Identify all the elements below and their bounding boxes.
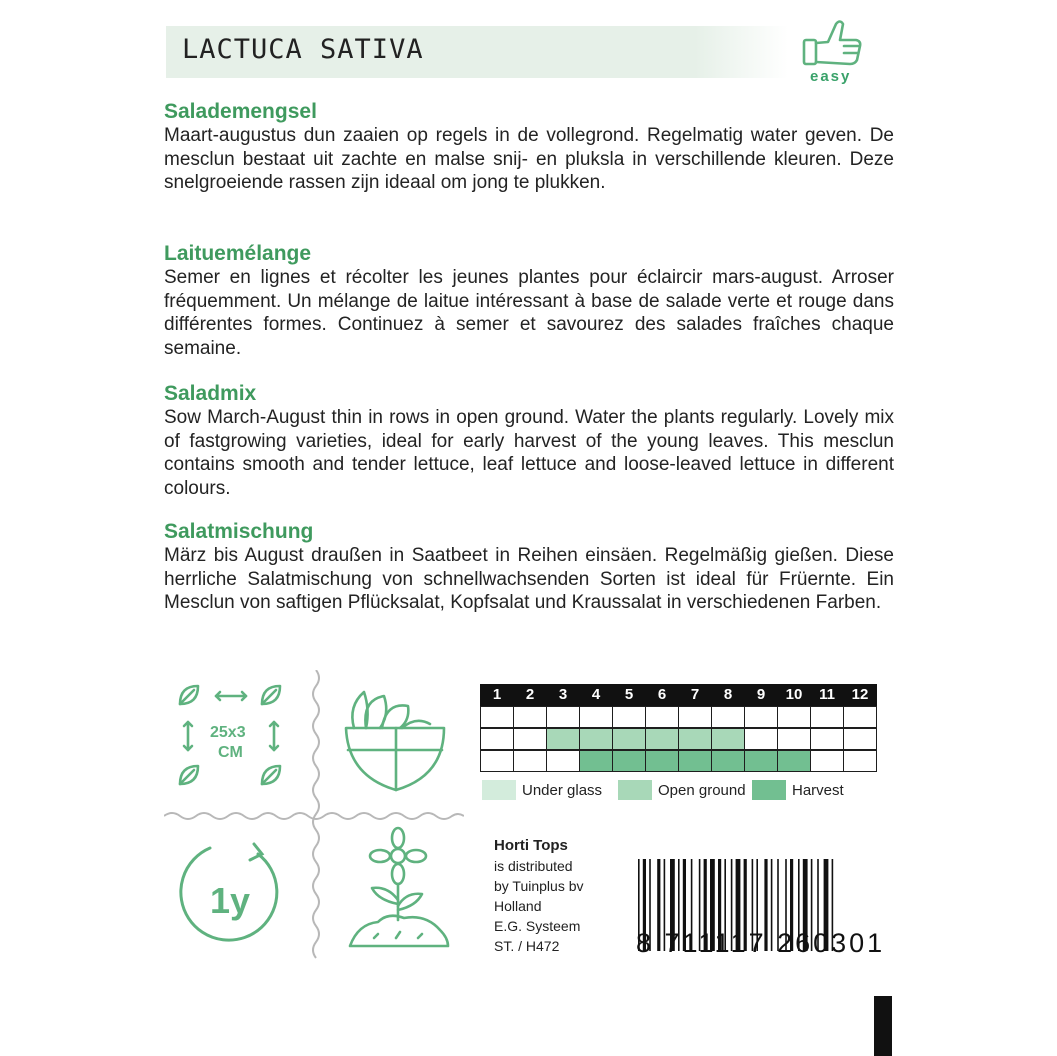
section-english (164, 382, 894, 500)
month-9: 9 (744, 684, 778, 706)
icon-grid-horizontal-divider (164, 806, 464, 826)
legend-swatch-harvest (752, 780, 786, 800)
month-5: 5 (612, 684, 646, 706)
month-1: 1 (480, 684, 514, 706)
section-heading: Saladmix (164, 382, 257, 405)
legend-harvest (752, 780, 844, 800)
sowing-calendar (481, 685, 889, 773)
title-bar (166, 26, 788, 78)
calendar-cell (810, 750, 844, 772)
distributor-line: E.G. Systeem (494, 918, 581, 934)
legend-swatch-open-ground (618, 780, 652, 800)
calendar-row-under-glass (481, 707, 889, 729)
calendar-months-row (481, 685, 889, 707)
distributor-line: by Tuinplus bv (494, 878, 584, 894)
calendar-cell (513, 706, 547, 728)
leaf-spacing-icon (170, 680, 298, 800)
calendar-cell (612, 728, 646, 750)
month-3: 3 (546, 684, 580, 706)
calendar-cell (678, 750, 712, 772)
calendar-cell (546, 728, 580, 750)
legend-under-glass (482, 780, 602, 800)
calendar-cell (612, 750, 646, 772)
calendar-cell (744, 728, 778, 750)
distributor-info (494, 836, 584, 956)
calendar-cell (678, 706, 712, 728)
calendar-cell (744, 706, 778, 728)
calendar-row-harvest (481, 751, 889, 773)
month-8: 8 (711, 684, 745, 706)
calendar-body (481, 707, 889, 773)
calendar-cell (678, 728, 712, 750)
calendar-cell (546, 750, 580, 772)
calendar-cell (546, 706, 580, 728)
calendar-cell (711, 706, 745, 728)
calendar-cell (579, 706, 613, 728)
salad-bowl-icon (340, 680, 460, 800)
black-edge-strip (874, 996, 892, 1056)
section-dutch (164, 100, 894, 195)
calendar-cell (480, 706, 514, 728)
calendar-cell (645, 728, 679, 750)
section-body: Maart-augustus dun zaaien op regels in de vollegrond. Regelmatig water geven. De mesclun bestaat uit zachte en malse snij- en pluksla in verschillende kleuren. Deze snelgroeiende rassen zijn ideaal om jong te plukken. (164, 125, 894, 193)
calendar-cell (711, 728, 745, 750)
lifecycle-label: 1y (210, 880, 251, 921)
calendar-cell (843, 750, 877, 772)
calendar-cell (579, 750, 613, 772)
legend-label-harvest: Harvest (792, 781, 844, 799)
calendar-cell (645, 706, 679, 728)
spacing-unit: CM (218, 744, 243, 761)
legend-open-ground (618, 780, 746, 800)
calendar-cell (777, 750, 811, 772)
calendar-cell (480, 750, 514, 772)
calendar-cell (612, 706, 646, 728)
calendar-cell (645, 750, 679, 772)
month-7: 7 (678, 684, 712, 706)
distributor-line: is distributed (494, 858, 573, 874)
distributor-line: Holland (494, 898, 542, 914)
section-heading: Salatmischung (164, 520, 314, 543)
species-title: LACTUCA SATIVA (182, 34, 424, 65)
calendar-cell (711, 750, 745, 772)
section-french (164, 242, 894, 360)
legend-label-open-ground: Open ground (658, 781, 746, 799)
distributor-line: ST. / H472 (494, 938, 560, 954)
legend-swatch-under-glass (482, 780, 516, 800)
calendar-cell (480, 728, 514, 750)
month-6: 6 (645, 684, 679, 706)
calendar-cell (513, 750, 547, 772)
brand-name: Horti Tops (494, 837, 568, 854)
calendar-cell (810, 728, 844, 750)
calendar-cell (777, 706, 811, 728)
barcode-number: 8 711117 260301 (636, 928, 886, 958)
calendar-row-open-ground (481, 729, 889, 751)
thumbs-up-icon (800, 16, 866, 70)
month-2: 2 (513, 684, 547, 706)
section-body: Sow March-August thin in rows in open ground. Water the plants regularly. Lovely mix of fastgrowing varieties, ideal for early harvest of the young leaves. This mesclun contains smooth and tender lettuce, leaf lettuce and loose-leaved lettuce in different colours. (164, 407, 894, 499)
calendar-cell (744, 750, 778, 772)
section-body: Semer en lignes et récolter les jeunes plantes pour éclaircir mars-august. Arroser fréquemment. Un mélange de laitue intéressant à base de salade verte et rouge dans différentes formes. Continuez à semer et savourez des salades fraîches chaque semaine. (164, 267, 894, 359)
flower-sprout-icon (344, 826, 454, 954)
easy-label: easy (810, 68, 852, 85)
calendar-cell (579, 728, 613, 750)
calendar-cell (843, 728, 877, 750)
month-4: 4 (579, 684, 613, 706)
calendar-cell (777, 728, 811, 750)
section-body: März bis August draußen in Saatbeet in Reihen einsäen. Regelmäßig gießen. Diese herrliche Salatmischung von schnellwachsenden Sorten ist ideal für Früernte. Ein Mesclun von saftigen Pflücksalat, Kopfsalat und Kraussalat in verschiedenen Farben. (164, 545, 894, 613)
annual-cycle-icon (170, 836, 298, 956)
easy-badge (800, 16, 866, 86)
calendar-cell (810, 706, 844, 728)
section-heading: Laituemélange (164, 242, 312, 265)
spacing-value: 25x3 (210, 724, 246, 741)
calendar-cell (843, 706, 877, 728)
month-11: 11 (810, 684, 844, 706)
section-heading: Salademengsel (164, 100, 317, 123)
section-german (164, 520, 894, 615)
month-10: 10 (777, 684, 811, 706)
legend-label-under-glass: Under glass (522, 781, 603, 799)
calendar-cell (513, 728, 547, 750)
month-12: 12 (843, 684, 877, 706)
